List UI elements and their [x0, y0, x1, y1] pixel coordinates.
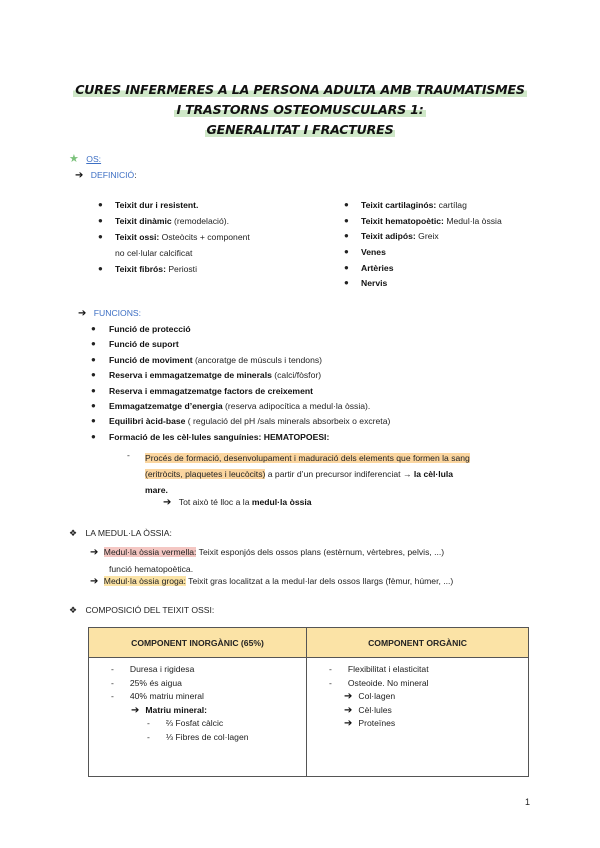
medulla-heading-row — [69, 528, 172, 539]
list-item: ● Nervis — [344, 278, 388, 289]
title-line-1: CURES INFERMERES A LA PERSONA ADULTA AMB TRAUMATISMES — [75, 82, 525, 97]
arrow-icon: ➔ — [344, 691, 353, 702]
table-header-inorganic: COMPONENT INORGÀNIC (65%) — [89, 628, 307, 658]
table-header-organic: COMPONENT ORGÀNIC — [307, 628, 529, 658]
bullet-icon: ● — [98, 232, 103, 241]
arrow-icon: ➔ — [78, 308, 87, 319]
highlight-text: Medul·la òssia groga: — [103, 576, 186, 586]
list-item: - Osteoide. No mineral — [329, 677, 429, 688]
bullet-icon: ● — [91, 339, 96, 349]
list-item: ● Reserva i emmagatzematge factors de creixement — [91, 385, 313, 396]
composicio-heading: COMPOSICIÓ DEL TEIXIT OSSI: — [85, 605, 215, 615]
funcions-row — [78, 308, 141, 319]
bullet-icon: ● — [91, 416, 96, 426]
os-heading-row — [69, 152, 101, 165]
arrow-icon: ➔ — [344, 704, 353, 716]
list-item-continuation: no cel·lular calcificat — [115, 248, 193, 258]
composition-table — [88, 627, 529, 777]
bullet-icon: ● — [344, 262, 349, 272]
title-line-3: GENERALITAT I FRACTURES — [206, 122, 394, 137]
bullet-icon: ● — [98, 216, 103, 225]
bullet-icon: ● — [91, 400, 96, 410]
funcions-label: FUNCIONS: — [93, 308, 142, 318]
table-cell-inorganic — [89, 658, 307, 777]
diamond-bullet-icon: ❖ — [69, 528, 78, 538]
list-item: - 25% és aigua — [111, 677, 182, 688]
list-item: ● Formació de les cèl·lules sanguínies: HEMATOPOESI: — [91, 431, 330, 442]
list-item: ● Teixit cartilaginós: cartílag — [344, 200, 467, 210]
bullet-icon: ● — [344, 200, 349, 209]
bullet-icon: ● — [91, 354, 96, 364]
bullet-icon: ● — [344, 247, 349, 257]
list-item: - Duresa i rigidesa — [111, 664, 195, 674]
bullet-icon: ● — [91, 370, 96, 380]
os-heading: OS: — [86, 154, 102, 164]
bullet-icon: ● — [344, 215, 349, 225]
list-item: ➔ Cèl·lules — [344, 704, 392, 716]
medulla-groga: ➔ Medul·la òssia groga: Teixit gras localitzat a la medul·lar dels ossos llargs (fèmur, húmer, ...) — [90, 576, 454, 587]
arrow-icon: ➔ — [131, 704, 140, 716]
definicio-left-list — [98, 200, 318, 280]
list-item: ● Funció de suport — [91, 339, 179, 350]
list-item: - ⅔ Fosfat càlcic — [147, 718, 224, 728]
definicio-row: ➔ DEFINICIÓ: — [75, 170, 137, 181]
arrow-icon: ➔ — [163, 497, 172, 508]
arrow-icon: ➔ — [90, 576, 99, 587]
arrow-icon: ➔ — [90, 547, 99, 558]
dash-icon: - — [127, 450, 130, 460]
arrow-icon: ➔ — [75, 170, 84, 181]
list-item: - ⅓ Fibres de col·lagen — [147, 731, 249, 742]
bullet-icon: ● — [344, 278, 349, 288]
highlight-text: (eritròcits, plaquetes i leucòcits) — [145, 469, 266, 479]
list-item: ● Artèries — [344, 262, 394, 273]
funcions-list — [91, 324, 561, 447]
list-item: ➔ Col·lagen — [344, 691, 396, 702]
bullet-icon: ● — [91, 385, 96, 395]
page-number: 1 — [524, 797, 530, 807]
list-item: ● Venes — [344, 247, 386, 258]
list-item: - Flexibilitat i elasticitat — [329, 664, 429, 674]
list-item: ➔ Proteïnes — [344, 718, 396, 729]
list-item: ● Reserva i emmagatzematge de minerals (calci/fòsfor) — [91, 370, 322, 381]
list-item: ● Emmagatzematge d’energia (reserva adipocítica a medul·la òssia). — [91, 400, 371, 411]
table-cell-organic — [307, 658, 529, 777]
hematopoesi-sub: ➔ Tot això té lloc a la medul·la òssia — [163, 497, 312, 508]
bullet-icon: ● — [344, 231, 349, 241]
list-item: ● Teixit fibrós: Periosti — [98, 264, 197, 274]
bullet-icon: ● — [91, 324, 96, 333]
diamond-bullet-icon: ❖ — [69, 605, 78, 615]
title-line-2: I TRASTORNS OSTEOMUSCULARS 1: — [176, 102, 424, 117]
composicio-heading-row — [69, 605, 214, 616]
list-item: ● Teixit dur i resistent. — [98, 200, 199, 210]
highlight-text: Procés de formació, desenvolupament i maduració dels elements que formen la sang — [145, 453, 470, 463]
bullet-icon: ● — [98, 200, 103, 209]
list-item: ● Teixit adipós: Greix — [344, 231, 439, 242]
list-item: ● Equilibri àcid-base ( regulació del pH /sals minerals absorbeix o excreta) — [91, 416, 391, 427]
star-icon: ★ — [69, 153, 79, 165]
list-item: ➔ Matriu mineral: — [131, 704, 207, 716]
hematopoesi-definition: Procés de formació, desenvolupament i maduració dels elements que formen la sang (eritròcits, plaquetes i leucòcits) a partir d’un precursor indiferenciat → la cèl·lula mare. — [145, 453, 470, 495]
medulla-vermella: ➔ Medul·la òssia vermella: Teixit esponjós dels ossos plans (estèrnum, vèrtebres, pelvis, ...) funció hematopoètica. — [90, 547, 445, 574]
list-item: ● Funció de protecció — [91, 324, 191, 334]
list-item: ● Teixit ossi: Osteòcits + component — [98, 232, 250, 242]
definicio-right-list — [344, 200, 544, 294]
arrow-icon: ➔ — [344, 718, 353, 729]
highlight-text: Medul·la òssia vermella: — [103, 547, 197, 557]
definicio-label: DEFINICIÓ — [90, 170, 135, 180]
medulla-heading: LA MEDUL·LA ÒSSIA: — [85, 528, 172, 538]
bullet-icon: ● — [91, 431, 96, 441]
list-item: ● Funció de moviment (ancoratge de músculs i tendons) — [91, 354, 323, 365]
list-item: ● Teixit dinàmic (remodelació). — [98, 216, 229, 226]
bullet-icon: ● — [98, 264, 103, 273]
list-item: - 40% matriu mineral — [111, 691, 204, 701]
list-item: ● Teixit hematopoètic: Medul·la òssia — [344, 215, 502, 226]
